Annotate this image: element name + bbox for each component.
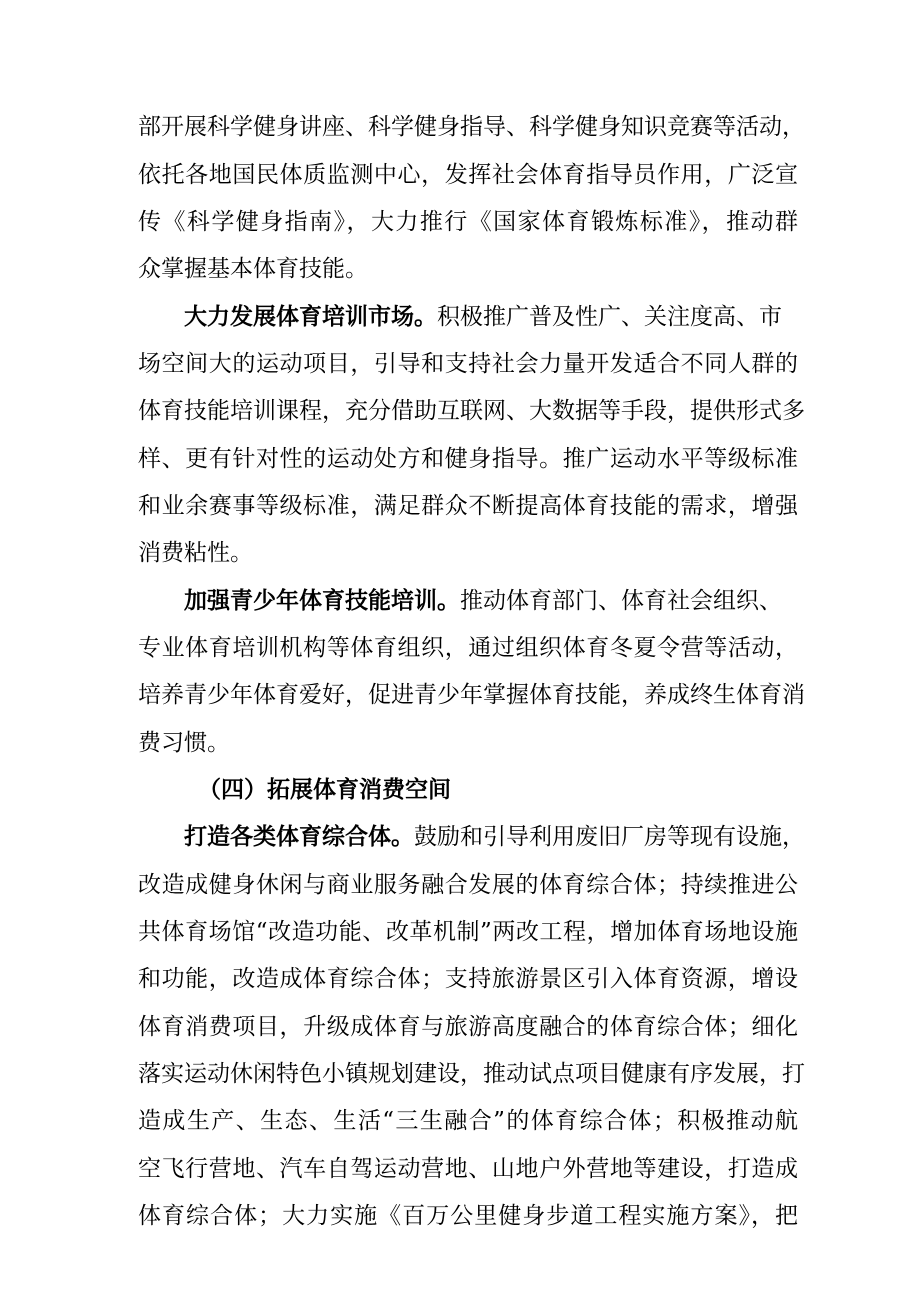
text-line: 消费粘性。: [138, 540, 253, 566]
text-line: 空飞行营地、汽车自驾运动营地、山地户外营地等建设，打造成: [138, 1156, 798, 1182]
text-line: 依托各地国民体质监测中心，发挥社会体育指导员作用，广泛宣: [138, 162, 798, 188]
text-line: 造成生产、生态、生活“三生融合”的体育综合体；积极推动航: [138, 1108, 798, 1134]
text-line: 共体育场馆“改造功能、改革机制”两改工程，增加体育场地设施: [138, 919, 798, 945]
paragraph-text: 积极推广普及性广、关注度高、市: [437, 304, 782, 330]
text-line: [184, 816, 805, 858]
text-line: 样、更有针对性的运动处方和健身指导。推广运动水平等级标准: [138, 446, 798, 472]
text-line: 落实运动休闲特色小镇规划建设，推动试点项目健康有序发展，打: [138, 1061, 805, 1087]
text-line: 和功能，改造成体育综合体；支持旅游景区引入体育资源，增设: [138, 966, 798, 992]
text-line: 费习惯。: [138, 730, 230, 756]
text-line: 体育消费项目，升级成体育与旅游高度融合的体育综合体；细化: [138, 1014, 798, 1040]
paragraph-text: 推动体育部门、体育社会组织、: [460, 588, 782, 614]
paragraph-lead: 打造各类体育综合体。: [184, 824, 414, 850]
text-line: 场空间大的运动项目，引导和支持社会力量开发适合不同人群的: [138, 351, 798, 377]
section-heading: （四）拓展体育消费空间: [198, 777, 451, 803]
text-line: 专业体育培训机构等体育组织，通过组织体育冬夏令营等活动，: [138, 635, 798, 661]
paragraph-lead: 大力发展体育培训市场。: [184, 304, 437, 330]
paragraph-lead: 加强青少年体育技能培训。: [184, 588, 460, 614]
text-line: 传《科学健身指南》，大力推行《国家体育锻炼标准》，推动群: [138, 209, 798, 235]
text-line: 众掌握基本体育技能。: [138, 256, 368, 282]
text-line: 改造成健身休闲与商业服务融合发展的体育综合体；持续推进公: [138, 872, 798, 898]
text-line: [184, 296, 798, 338]
paragraph-text: 鼓励和引导利用废旧厂房等现有设施，: [414, 824, 805, 850]
text-line: 体育技能培训课程，充分借助互联网、大数据等手段，提供形式多: [138, 398, 805, 424]
text-line: [184, 580, 798, 622]
text-line: 培养青少年体育爱好，促进青少年掌握体育技能，养成终生体育消: [138, 682, 805, 708]
text-line: 和业余赛事等级标准，满足群众不断提高体育技能的需求，增强: [138, 493, 798, 519]
text-line: 体育综合体；大力实施《百万公里健身步道工程实施方案》，把: [138, 1203, 798, 1229]
text-line: 部开展科学健身讲座、科学健身指导、科学健身知识竞赛等活动，: [138, 114, 805, 140]
